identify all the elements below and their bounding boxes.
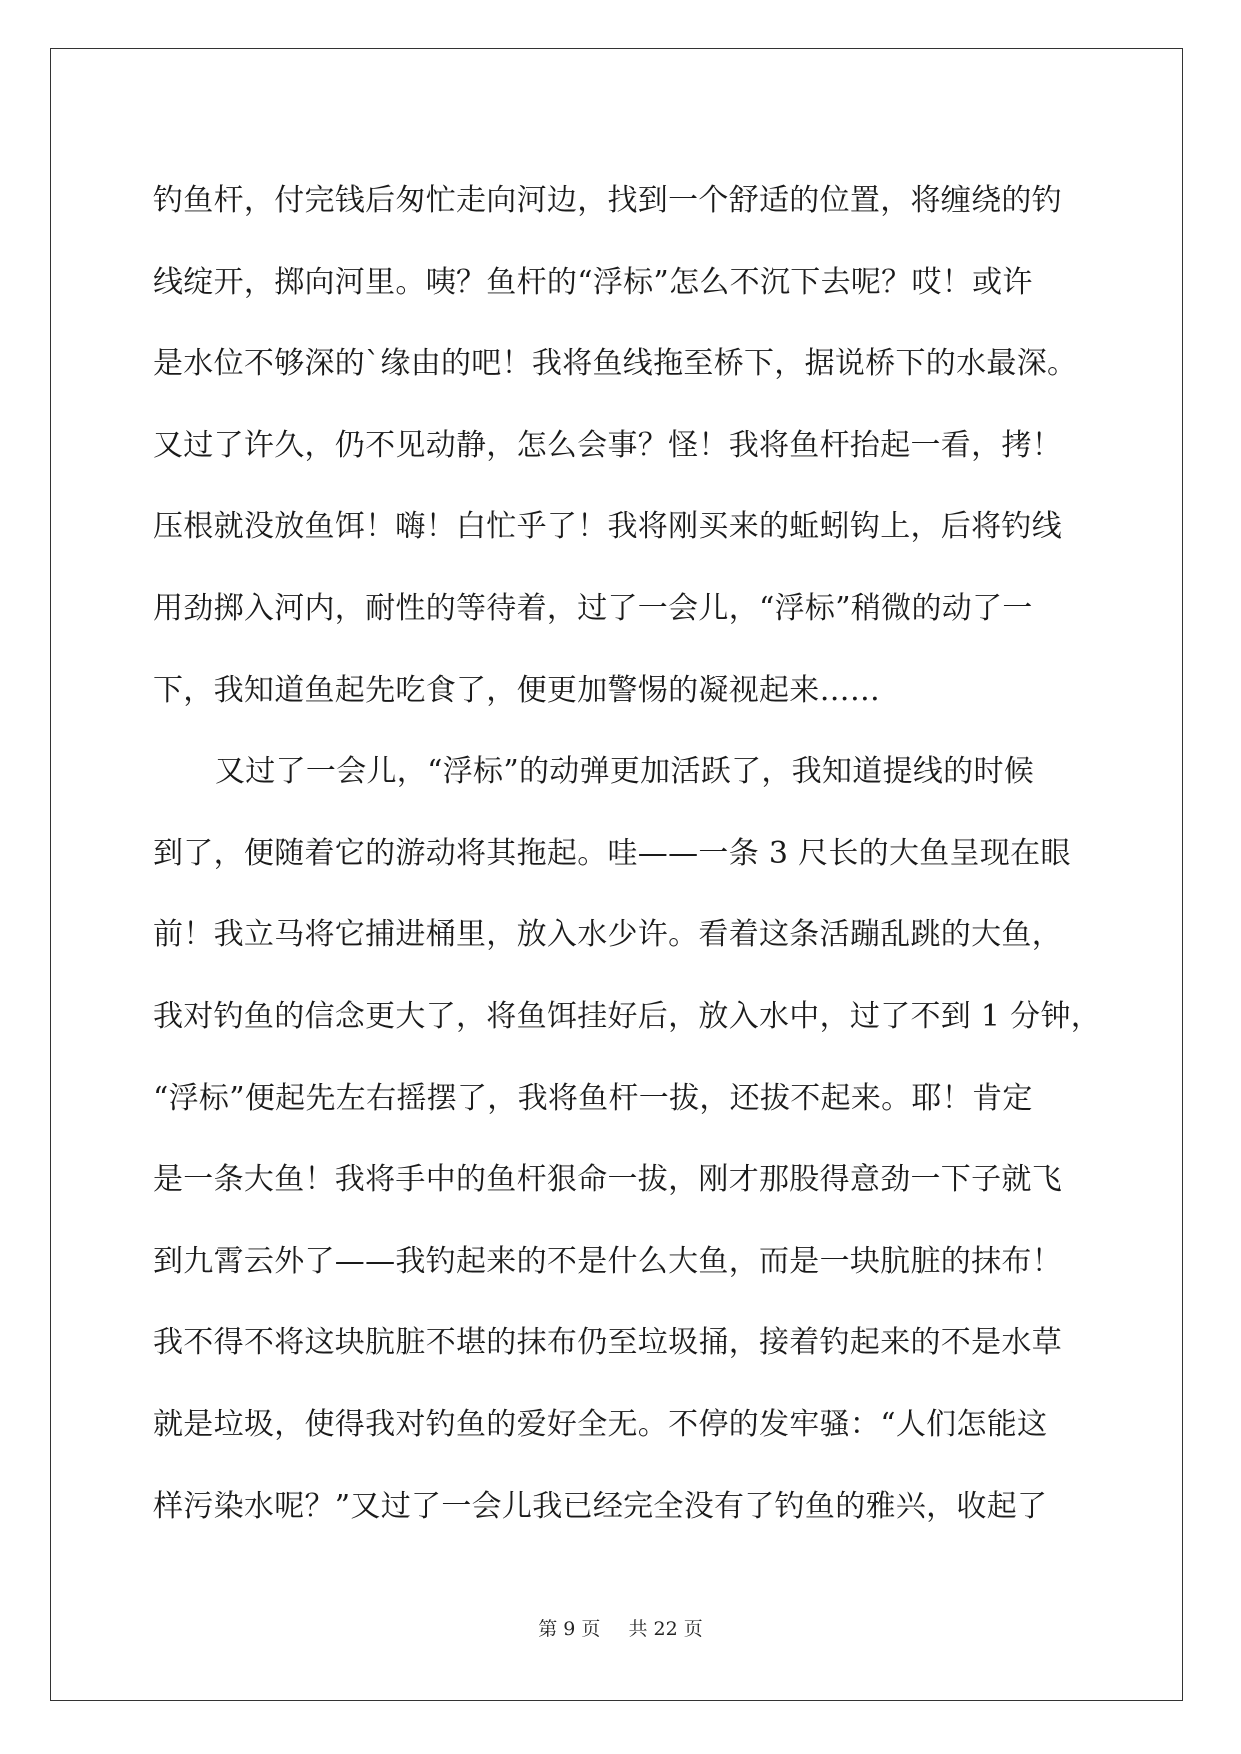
text-line: 样污染水呢？”又过了一会儿我已经完全没有了钓鱼的雅兴，收起了 (153, 1488, 1048, 1524)
text-line: 就是垃圾，使得我对钓鱼的爱好全无。不停的发牢骚：“人们怎能这 (153, 1406, 1048, 1442)
page-footer (0, 1614, 1241, 1641)
document-body (153, 160, 1102, 1547)
text-line: 是一条大鱼！我将手中的鱼杆狠命一拔，刚才那股得意劲一下子就飞 (153, 1162, 1062, 1198)
text-line: 前！我立马将它捕进桶里，放入水少许。看着这条活蹦乱跳的大鱼， (153, 917, 1062, 953)
text-line: 压根就没放鱼饵！嗨！白忙乎了！我将刚买来的蚯蚓钩上，后将钓线 (153, 509, 1062, 545)
text-line: 线绽开，掷向河里。咦？鱼杆的“浮标”怎么不沉下去呢？哎！或许 (153, 264, 1033, 300)
paragraph-first-line: 又过了一会儿，“浮标”的动弹更加活跃了，我知道提线的时候 (215, 754, 1035, 790)
text-line: 用劲掷入河内，耐性的等待着，过了一会儿，“浮标”稍微的动了一 (153, 590, 1033, 626)
page-number: 第 9 页 (538, 1618, 601, 1640)
text-line: “浮标”便起先左右摇摆了，我将鱼杆一拔，还拔不起来。耶！肯定 (153, 1080, 1033, 1116)
page-total: 共 22 页 (628, 1618, 703, 1640)
text-line: 到九霄云外了——我钓起来的不是什么大鱼，而是一块肮脏的抹布！ (153, 1243, 1062, 1279)
text-line: 到了，便随着它的游动将其拖起。哇——一条 3 尺长的大鱼呈现在眼 (153, 835, 1071, 871)
text-line: 是水位不够深的`缘由的吧！我将鱼线拖至桥下，据说桥下的水最深。 (153, 346, 1078, 382)
text-line: 下，我知道鱼起先吃食了，便更加警惕的凝视起来…… (153, 672, 881, 708)
text-line: 我对钓鱼的信念更大了，将鱼饵挂好后，放入水中，过了不到 1 分钟， (153, 998, 1102, 1034)
text-line: 又过了许久，仍不见动静，怎么会事？怪！我将鱼杆抬起一看，拷！ (153, 427, 1062, 463)
text-line: 钓鱼杆，付完钱后匆忙走向河边，找到一个舒适的位置，将缠绕的钓 (153, 183, 1062, 218)
text-line: 我不得不将这块肮脏不堪的抹布仍至垃圾捅，接着钓起来的不是水草 (153, 1325, 1062, 1361)
